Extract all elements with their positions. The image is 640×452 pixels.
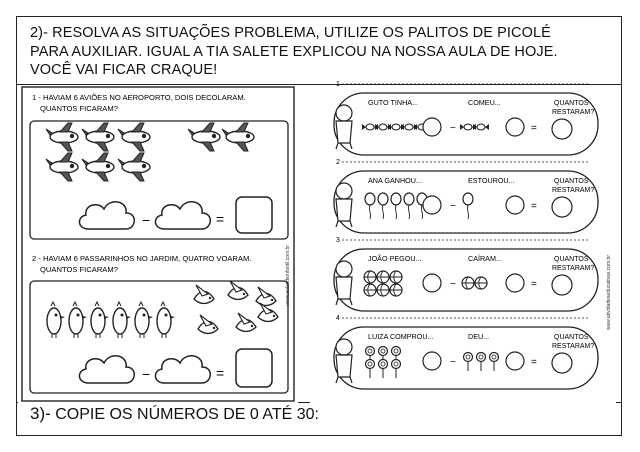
ball-icon (364, 284, 376, 296)
row-label-a: LUIZA COMPROU... (368, 332, 434, 341)
problem2-equals: = (216, 365, 225, 381)
row-equals: = (531, 123, 537, 134)
problem1-line2: QUANTOS FICARAM? (40, 104, 118, 113)
worksheet-image-left (18, 85, 298, 403)
question-restaram: RESTARAM? (552, 343, 595, 350)
row-label-b: ESTOUROU... (468, 176, 515, 185)
airplane-icon (82, 153, 114, 181)
count-circle[interactable] (423, 196, 441, 214)
answer-circle[interactable] (552, 275, 572, 295)
ball-icon (364, 271, 376, 283)
answer-circle[interactable] (552, 353, 572, 373)
count-circle[interactable] (506, 352, 524, 370)
bird-icon (157, 302, 175, 338)
problem2-line2: QUANTOS FICARAM? (40, 265, 118, 274)
row-minus: − (450, 279, 456, 290)
row-equals: = (531, 357, 537, 368)
bird-icon (113, 302, 131, 338)
ball-icon (377, 271, 389, 283)
problem1-equals: = (216, 211, 225, 227)
row-minus: − (450, 357, 456, 368)
cloud-icon (79, 356, 134, 383)
child-character-icon (336, 105, 352, 149)
question3-text: COPIE OS NÚMEROS DE 0 ATÉ 30: (50, 406, 319, 423)
problem1-minus: − (142, 212, 151, 228)
airplane-icon (222, 123, 254, 151)
row-number: 4 (336, 315, 340, 322)
row-label-a: ANA GANHOU... (368, 176, 422, 185)
problem1-answer-box[interactable] (236, 197, 272, 233)
row-number: 2 (336, 159, 340, 166)
question-restaram: RESTARAM? (552, 109, 595, 116)
ball-icon (390, 271, 402, 283)
child-character-icon (336, 183, 352, 227)
word-problem-row (334, 81, 598, 155)
cloud-icon (155, 202, 210, 229)
airplane-icon (82, 123, 114, 151)
row-minus: − (450, 123, 456, 134)
row-label-b: COMEU... (468, 98, 501, 107)
left-side-credit: www.aulasdeinfantil.com.br (285, 245, 291, 306)
flying-bird-icon (228, 281, 248, 300)
row-equals: = (531, 279, 537, 290)
word-problem-row (334, 315, 598, 389)
row-label-a: GUTO TINHA... (368, 98, 419, 107)
airplane-icon (188, 123, 220, 151)
instructions-line-3: VOCÊ VAI FICAR CRAQUE! (30, 62, 218, 78)
problem2-line1: 2 - HAVIAM 6 PASSARINHOS NO JARDIM, QUATRO VOARAM. (32, 254, 252, 263)
ball-icon (390, 284, 402, 296)
row-label-b: DEU... (468, 332, 490, 341)
instructions-line-1: 2)- RESOLVA AS SITUAÇÕES PROBLEMA, UTILIZE OS PALITOS DE PICOLÉ (30, 25, 551, 41)
row-label-a: JOÃO PEGOU... (368, 254, 422, 263)
question-restaram: RESTARAM? (552, 265, 595, 272)
bird-icon (69, 302, 87, 338)
problem2-answer-box[interactable] (236, 349, 272, 387)
flying-bird-icon (194, 285, 214, 304)
instructions-line-2: PARA AUXILIAR. IGUAL A TIA SALETE EXPLICOU NA NOSSA AULA DE HOJE. (30, 43, 558, 60)
count-circle[interactable] (506, 118, 524, 136)
airplane-icon (118, 123, 150, 151)
cloud-icon (79, 202, 134, 229)
word-problem-row (334, 237, 598, 311)
row-label-b: CAÍRAM... (468, 254, 502, 263)
count-circle[interactable] (423, 118, 441, 136)
answer-circle[interactable] (552, 119, 572, 139)
cloud-icon (155, 356, 210, 383)
row-equals: = (531, 201, 537, 212)
bird-icon (47, 302, 65, 338)
problem1-line1: 1 - HAVIAM 6 AVIÕES NO AEROPORTO, DOIS DECOLARAM. (32, 93, 246, 102)
child-character-icon (336, 339, 352, 383)
count-circle[interactable] (506, 196, 524, 214)
question3-prompt (30, 404, 319, 424)
bird-icon (135, 302, 153, 338)
flying-bird-icon (236, 313, 256, 332)
flying-bird-icon (198, 315, 218, 334)
count-circle[interactable] (423, 274, 441, 292)
row-number: 3 (336, 237, 340, 244)
question-quantos: QUANTOS (554, 256, 589, 263)
question-quantos: QUANTOS (554, 334, 589, 341)
airplanes-group (46, 123, 254, 181)
ball-icon (462, 277, 474, 289)
instructions-heading (30, 24, 620, 80)
question-quantos: QUANTOS (554, 100, 589, 107)
ball-icon (475, 277, 487, 289)
worksheet-image-right (310, 81, 616, 403)
airplane-icon (46, 123, 78, 151)
right-side-credit: www.atividadeseducativas.com.br (606, 255, 612, 331)
problem2-minus: − (142, 366, 151, 382)
answer-circle[interactable] (552, 197, 572, 217)
word-problem-row (334, 159, 598, 233)
count-circle[interactable] (423, 352, 441, 370)
question3-number: 3)- (30, 404, 51, 423)
ball-icon (377, 284, 389, 296)
row-number: 1 (336, 81, 340, 88)
count-circle[interactable] (506, 274, 524, 292)
question-restaram: RESTARAM? (552, 187, 595, 194)
row-minus: − (450, 201, 456, 212)
flying-bird-icon (256, 287, 276, 306)
question-quantos: QUANTOS (554, 178, 589, 185)
bird-icon (91, 302, 109, 338)
airplane-icon (46, 153, 78, 181)
child-character-icon (336, 261, 352, 305)
airplane-icon (118, 153, 150, 181)
birds-group (47, 281, 278, 338)
